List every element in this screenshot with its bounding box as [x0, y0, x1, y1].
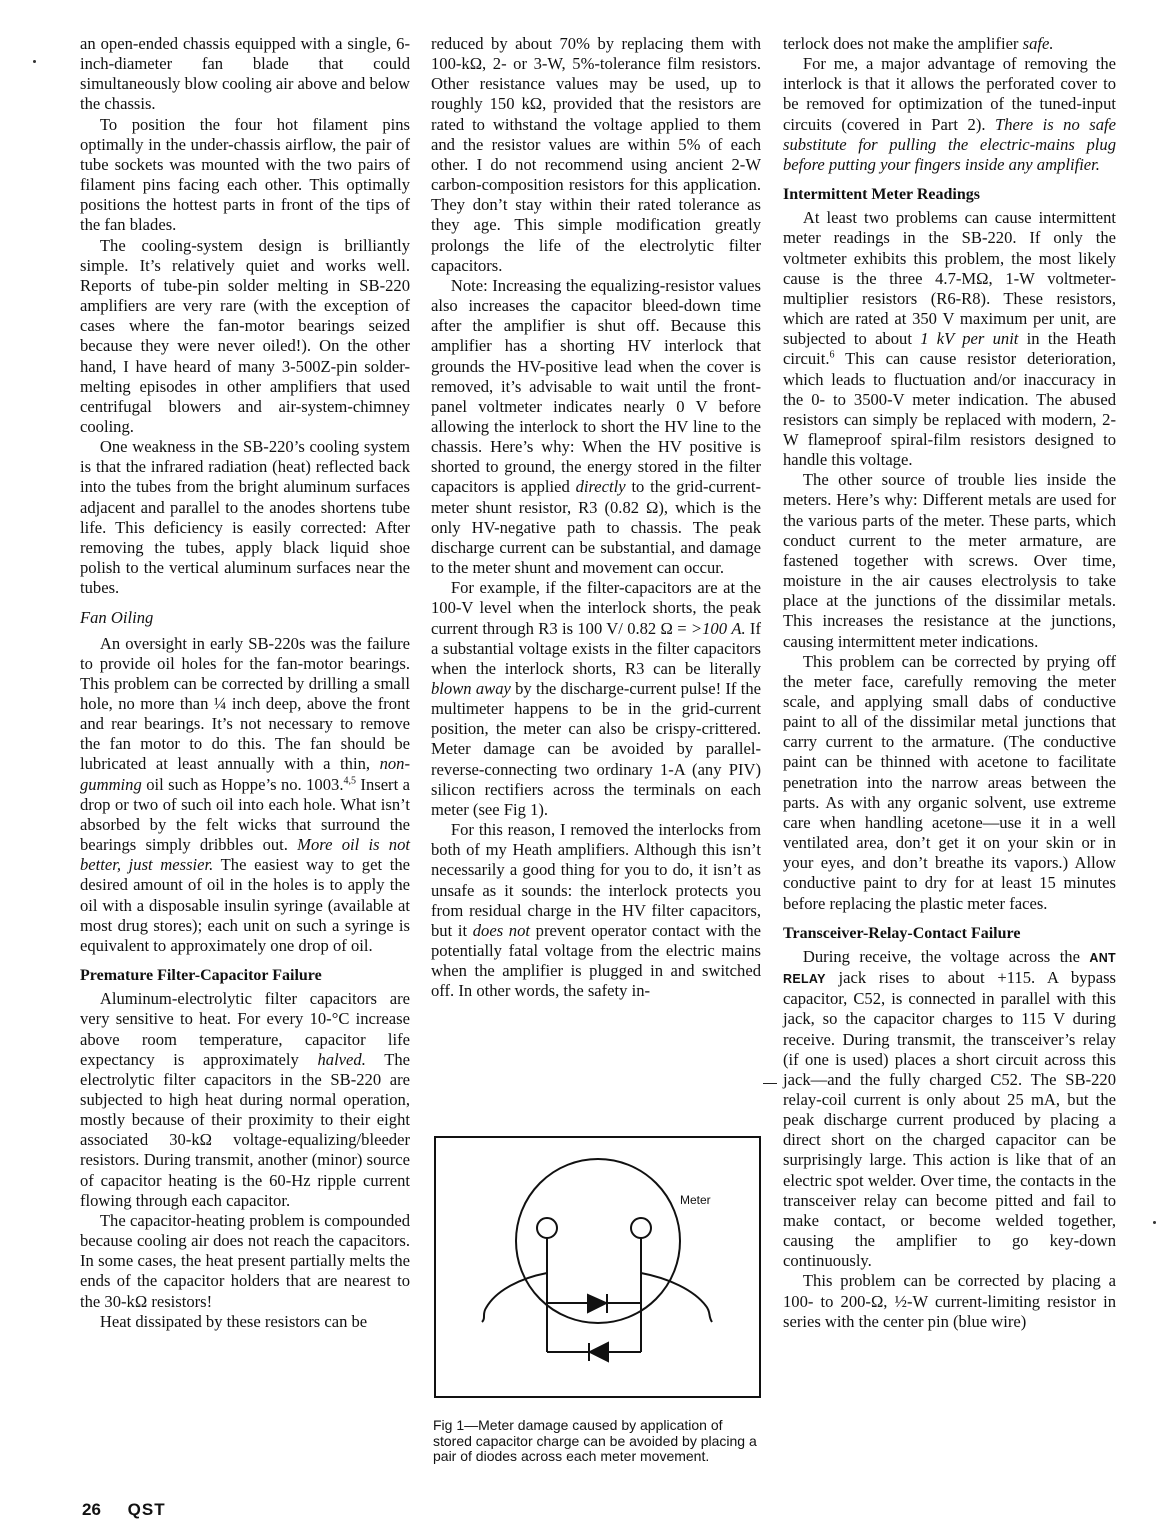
- paragraph: An oversight in early SB-220s was the failure to provide oil holes for the fan-motor bearings. This problem can be corrected by drilling a small hole, no more than ¼ inch deep, above the front and rear bearings. It’s not necessary to remove the fan motor to do this. The fan should be lubricated at least annually with a thin, non-gumming oil such as Hoppe’s no. 1003.$^{4,5}$ Insert a drop or two of such oil into each hole. What isn’t absorbed by the felt wicks that surround the bearings simply dribbles out. More oil is not better, just messier. The easiest way to get the desired amount of oil in the holes is to apply the oil with a disposable insulin syringe (available at most drug stores); each unit on such a syringe is equivalent to approximately one drop of oil.: [80, 633, 411, 955]
- paragraph: For example, if the filter-capacitors are at the 100-V level when the interlock shorts, the peak current through R3 is 100 V/ 0.82 Ω = >100 A. If a substantial voltage exists in the filter capacitors when the interlock shorts, R3 can be literally blown away by the discharge-current pulse! If the multimeter happens to be in the grid-current position, the meter can also be crispy-crittered. Meter damage can be avoided by parallel-reverse-connecting two ordinary 1-A (any PIV) silicon rectifiers across the terminals on each meter (see Fig 1).: [431, 578, 761, 819]
- paragraph: Heat dissipated by these resistors can be: [99, 1311, 368, 1331]
- page-number: 26: [82, 1500, 101, 1519]
- page-footer: [82, 1500, 166, 1520]
- heading-premature-filter-capacitor-failure: Premature Filter-Capacitor Failure: [80, 967, 322, 985]
- column-1: [80, 34, 410, 1332]
- paragraph: The cooling-system design is brilliantly simple. It’s relatively quiet and works well. Reports of tube-pin solder melting in SB-220 amplifiers are very rare (with the exception of cases where the fan-motor bearings seized because they were never oiled!). On the other hand, I have heard of many 3-500Z-pin solder-melting episodes in other amplifiers that used centrifugal blowers and air-system-chimney cooling.: [80, 235, 410, 436]
- meter-terminal-right: [631, 1218, 651, 1238]
- subheading-fan-oiling: Fan Oiling: [80, 608, 154, 628]
- figure-1-caption: Fig 1—Meter damage caused by application of stored capacitor charge can be avoided by placing a pair of diodes across each meter movement.: [433, 1417, 757, 1465]
- margin-dash: [763, 1083, 777, 1084]
- meter-label: Meter: [680, 1193, 711, 1207]
- diode-forward: [588, 1294, 607, 1313]
- scan-speck: [33, 60, 36, 63]
- paragraph: Note: Increasing the equalizing-resistor values also increases the capacitor bleed-down time after the amplifier is shut off. Because this amplifier has a shorting HV interlock that grounds the HV-positive lead when the cover is removed, it’s advisable to wait until the front-panel voltmeter indicates nearly 0 V before allowing the interlock to short the HV line to the chassis. Here’s why: When the HV positive is shorted to ground, the energy stored in the filter capacitors is applied directly to the grid-current-meter shunt resistor, R3 (0.82 Ω), which is the only HV-negative path to chassis. The peak discharge current can be substantial, and damage to the meter shunt and movement can occur.: [431, 275, 761, 578]
- lead-right: [641, 1273, 712, 1322]
- column-3: [783, 34, 1116, 1332]
- paragraph: To position the four hot filament pins optimally in the under-chassis airflow, the pair of tube sockets was mounted with the two pairs of filament pins facing each other. This optimally positions the hottest parts in front of the tips of the fan blades.: [80, 114, 410, 235]
- paragraph: During receive, the voltage across the ANT RELAY jack rises to about +115. A bypass capacitor, C52, is connected in parallel with this jack, so the capacitor charges to 115 V during receive. During transmit, the transceiver’s relay (if one is used) places a short circuit across this jack—and the fully charged C52. The SB-220 relay-coil current is only about 25 mA, but the peak discharge current produced by placing a direct short on the charged capacitor can be surprisingly large. This action is like that of an electric spot welder. Over time, the contacts in the transceiver relay can become pitted and fail to make contact, or become welded together, causing the amplifier to go key-down continuously.: [783, 946, 1116, 1271]
- heading-intermittent-meter-readings: Intermittent Meter Readings: [783, 186, 980, 204]
- paragraph: One weakness in the SB-220’s cooling system is that the infrared radiation (heat) reflected back into the tubes from the bright aluminum surfaces adjacent and parallel to the anodes shortens tube life. This deficiency is easily corrected: After removing the tubes, apply black liquid shoe polish to the vertical aluminum surfaces near the tubes.: [80, 437, 410, 598]
- figure-1-box: [434, 1136, 761, 1398]
- paragraph: For me, a major advantage of removing the interlock is that it allows the perforated cover to be removed for optimization of the tuned-input circuits (covered in Part 2). There is no safe substitute for pulling the electric-mains plug before putting your fingers inside any amplifier.: [783, 54, 1116, 174]
- paragraph: reduced by about 70% by replacing them with 100-kΩ, 2- or 3-W, 5%-tolerance film resistors. Other resistance values may be used, up to roughly 150 kΩ, provided that the resistors are rated to withstand the voltage applied to them and the resistor values are within 5% of each other. I do not recommend using ancient 2-W carbon-composition resistors for this application. They don’t stay within their rated tolerance as they age. This simple modification greatly prolongs the life of the electrolytic filter capacitors.: [431, 34, 761, 275]
- paragraph: This problem can be corrected by placing a 100- to 200-Ω, ½-W current-limiting resistor in series with the center pin (blue wire): [783, 1271, 1116, 1331]
- heading-transceiver-relay-contact-failure: Transceiver-Relay-Contact Failure: [783, 924, 1021, 942]
- paragraph: Aluminum-electrolytic filter capacitors are very sensitive to heat. For every 10-°C increase above room temperature, capacitor life expectancy is approximately halved. The electrolytic filter capacitors in the SB-220 are subjected to high heat during normal operation, mostly because of their proximity to their eight associated 30-kΩ voltage-equalizing/bleeder resistors. During transmit, another (minor) source of capacitor heating is the 60-Hz ripple current flowing through each capacitor.: [80, 989, 410, 1210]
- diode-reverse: [589, 1343, 608, 1361]
- paragraph: This problem can be corrected by prying off the meter face, carefully removing the meter scale, and applying small dabs of conductive paint to all of the dissimilar metal junctions that carry current to the armature. (The conductive paint can be thinned with acetone to facilitate penetration into the narrow areas between the parts. As with any organic solvent, use extreme care when handling acetone—use it in a well ventilated area, don’t get it on your skin or in your eyes, and don’t breathe its vapors.) Allow conductive paint to dry for at least 15 minutes before replacing the plastic meter faces.: [783, 651, 1116, 913]
- paragraph: For this reason, I removed the interlocks from both of my Heath amplifiers. Although this isn’t necessarily a good thing for you to do, it isn’t as unsafe as it sounds: the interlock protects you from residual charge in the HV filter capacitors, but it does not prevent operator contact with the potentially fatal voltage from the electric mains when the amplifier is plugged in and switched off. In other words, the safety in-: [431, 820, 761, 1001]
- paragraph: terlock does not make the amplifier safe.: [783, 34, 1054, 53]
- paragraph: an open-ended chassis equipped with a single, 6-inch-diameter fan blade that could simultaneously blow cooling air above and below the chassis.: [80, 34, 410, 114]
- paragraph: The capacitor-heating problem is compounded because cooling air does not reach the capacitors. In some cases, the heat present partially melts the ends of the capacitor holders that are nearest to the 30-kΩ resistors!: [80, 1210, 410, 1311]
- ant-relay-label: ANT RELAY: [783, 950, 1116, 987]
- column-2: [431, 34, 761, 1002]
- paragraph: The other source of trouble lies inside the meters. Here’s why: Different metals are used for the various parts of the meter. These parts, which conduct current to the meter armature, are fastened together with screws. Over time, moisture in the air causes electrolysis to take place at the junctions of the dissimilar metals. This increases the resistance at the junctions, causing intermittent meter indications.: [783, 470, 1116, 651]
- meter-terminal-left: [537, 1218, 557, 1238]
- meter-diode-schematic: [436, 1138, 759, 1396]
- magazine-logo: QST: [127, 1500, 166, 1519]
- scan-speck: [1153, 1221, 1156, 1224]
- paragraph: At least two problems can cause intermittent meter readings in the SB-220. If only the voltmeter exhibits this problem, the most likely cause is the three 4.7-MΩ, 1-W voltmeter-multiplier resistors (R6-R8). These resistors, which are rated at 350 V maximum per unit, are subjected to about 1 kV per unit in the Heath circuit.$^6$ This can cause resistor deterioration, which leads to fluctuation and/or inaccuracy in the 0- to 3500-V meter indication. The abused resistors can simply be replaced with modern, 2-W flameproof spiral-film resistors designed to handle this voltage.: [783, 208, 1116, 470]
